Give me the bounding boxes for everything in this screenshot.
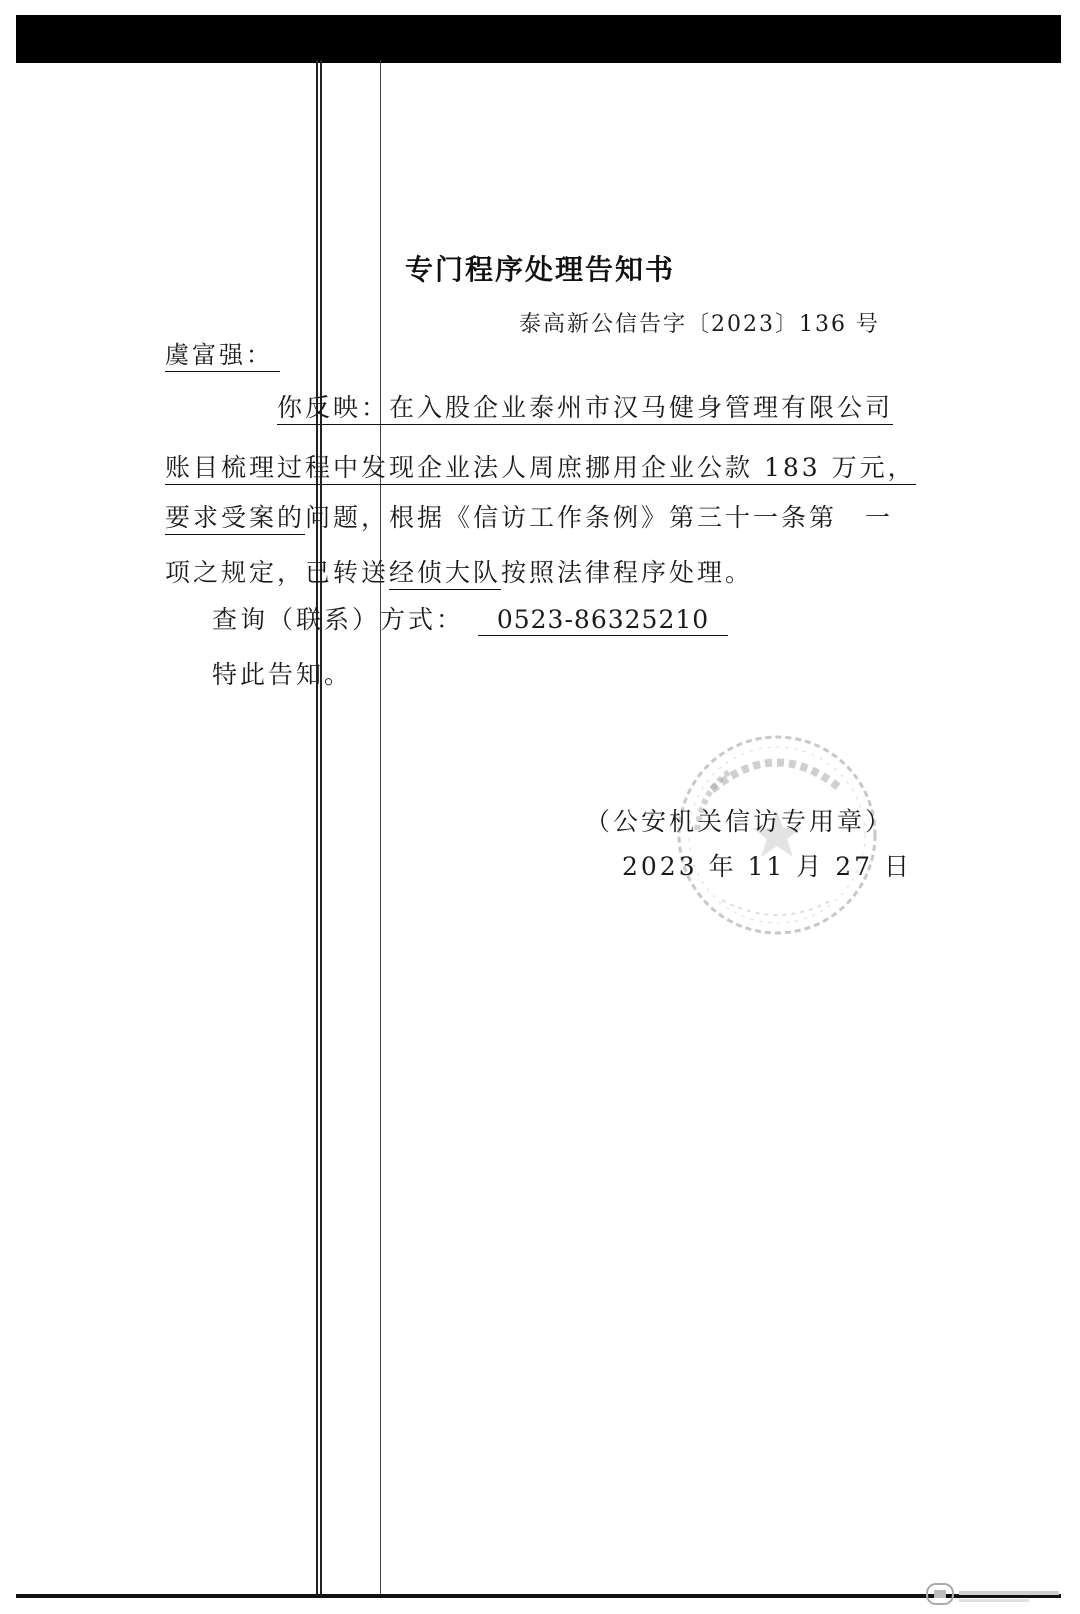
scan-vertical-line	[320, 60, 322, 1595]
body-text-underlined: 你反映：	[277, 393, 389, 425]
scan-bottom-border	[16, 1594, 1061, 1598]
contact-line	[212, 600, 728, 636]
scan-top-border	[16, 15, 1061, 63]
body-line-3	[165, 498, 893, 534]
body-text-underlined: 账目梳理过程中发现企业法人周庶挪用企业公款 183 万元，	[165, 453, 916, 485]
body-text-underlined: 在入股企业泰州市汉马健身管理有限公司	[389, 393, 893, 425]
contact-phone: 0523-86325210	[478, 605, 728, 636]
closing-text: 特此告知。	[212, 660, 353, 689]
body-line-4	[165, 553, 753, 589]
recipient-name: 虞富强：	[165, 335, 280, 372]
body-line-1	[277, 388, 893, 424]
body-line-2	[165, 448, 916, 484]
document-date: 2023 年 11 月 27 日	[622, 852, 912, 881]
body-text: 项之规定，已转送	[165, 558, 390, 587]
document-title: 专门程序处理告知书	[404, 253, 675, 286]
body-text-underlined: 要求受案的	[165, 503, 305, 535]
scan-vertical-line	[316, 60, 318, 1595]
document-number: 泰高新公信告字〔2023〕136 号	[519, 312, 880, 337]
body-text: 按照法律程序处理。	[501, 558, 754, 587]
watermark-logo	[925, 1580, 1065, 1610]
seal-label: （公安机关信访专用章）	[585, 807, 894, 836]
body-text: 问题，根据《信访工作条例》第三十一条第 一	[305, 503, 894, 532]
body-text-underlined: 经侦大队	[389, 558, 501, 590]
scan-vertical-line	[380, 60, 381, 1595]
contact-label: 查询（联系）方式：	[212, 605, 465, 634]
